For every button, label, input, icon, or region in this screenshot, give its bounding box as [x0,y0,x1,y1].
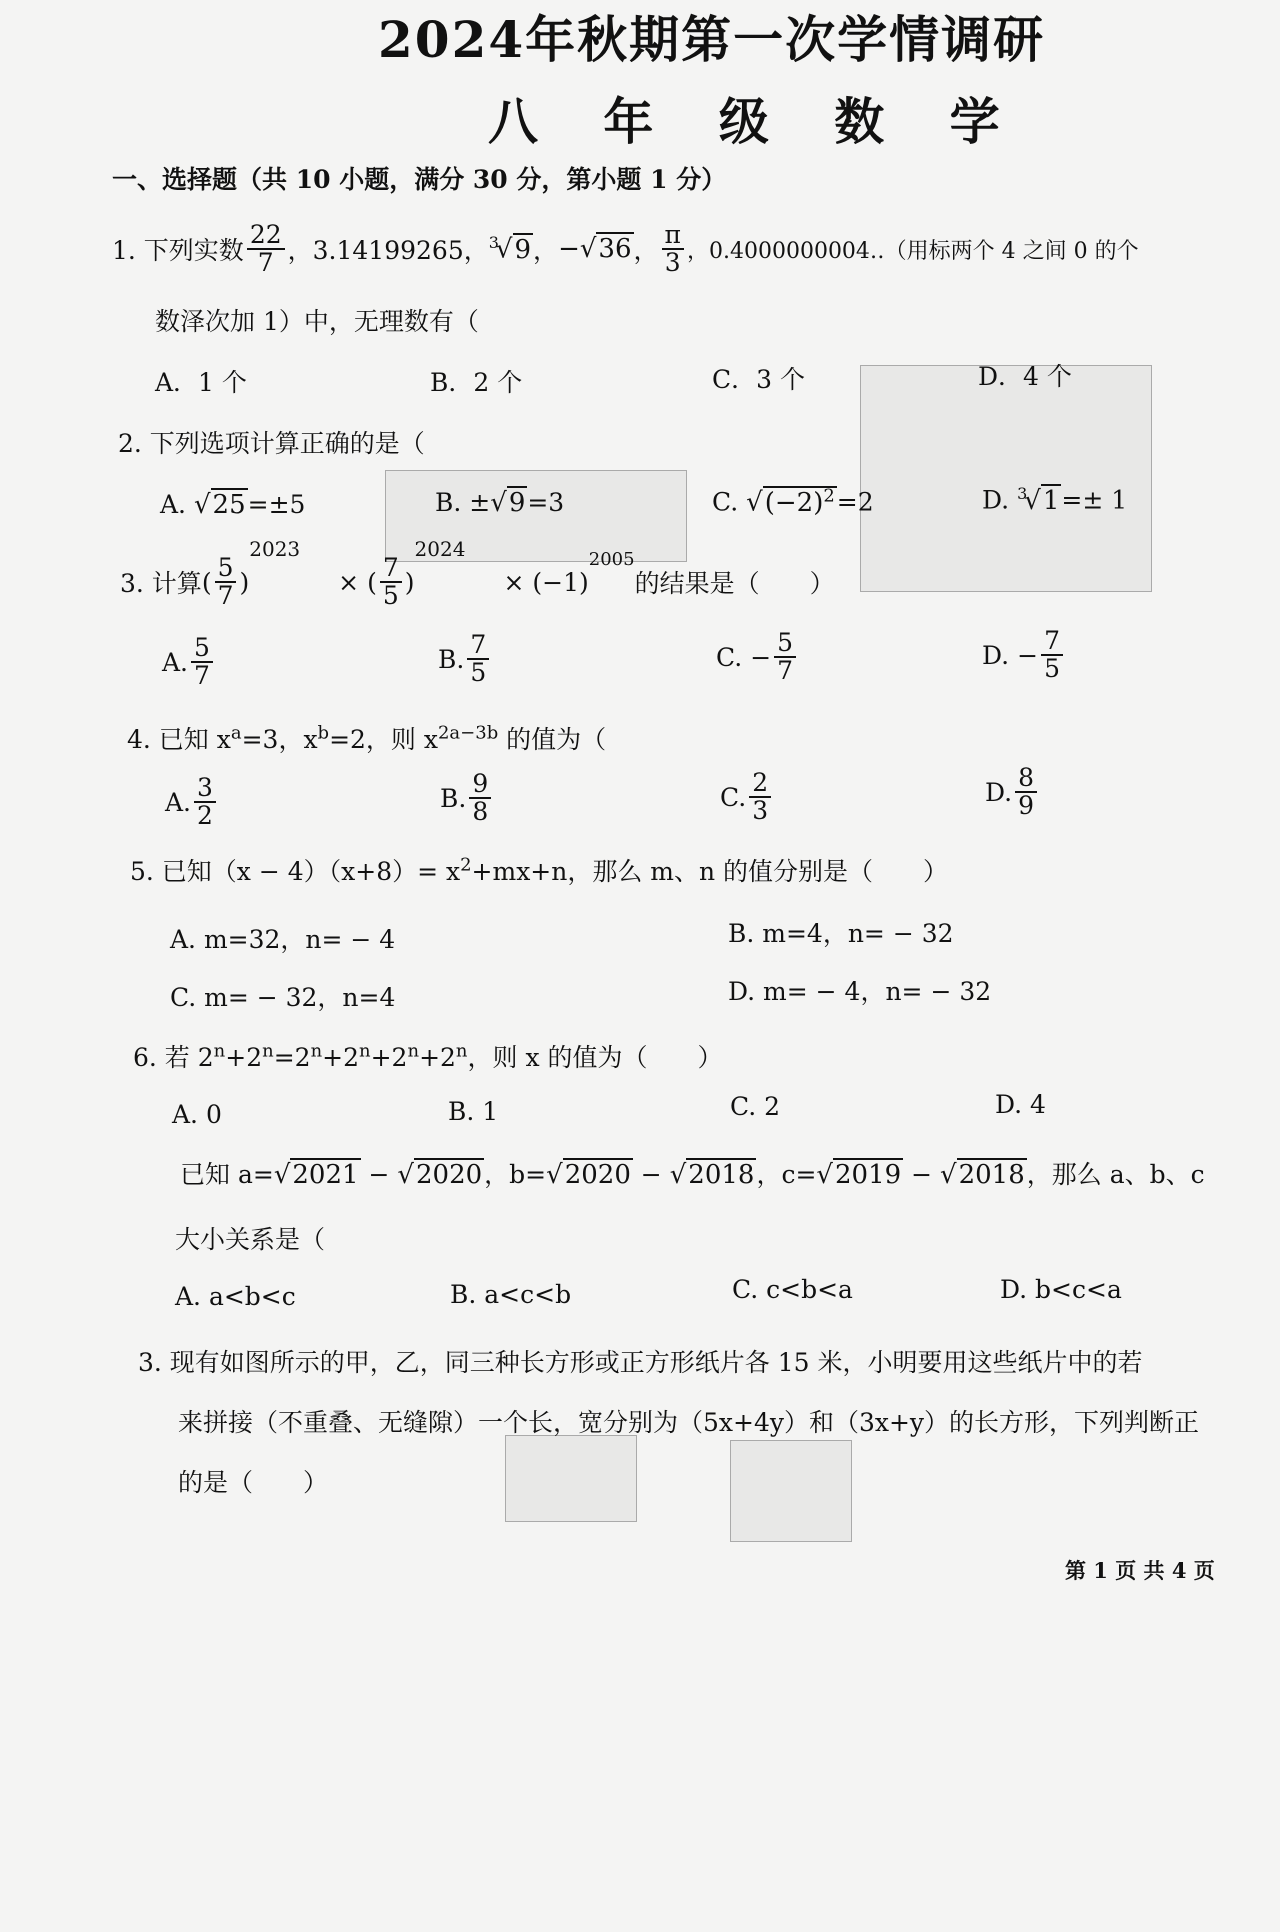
q3-lparen1: ( [201,567,212,597]
q3-option-a[interactable] [162,635,216,690]
q6-e6: n [455,1040,468,1062]
q4-exp-c: 2a−3b [437,722,499,744]
q6-e2: n [262,1040,274,1062]
q1-tail: ，0.4000000004‥（用标两个 4 之间 0 的个 [686,238,1139,264]
q7-sqrt-2: √2020 [397,1160,483,1190]
q2-d-radicand: 1 [1042,485,1060,516]
question-1-line2: 数泽次加 1）中，无理数有（ [155,307,479,336]
q2-b-label: B. [435,488,462,517]
q3-times2: × [503,567,525,597]
q1-fraction-22-7 [247,222,285,277]
q4-stem-d: 的值为（ [498,725,607,754]
section-heading: 一、选择题（共 10 小题，满分 30 分，第小题 1 分） [112,165,727,194]
q2-option-d[interactable] [982,484,1127,516]
question-8-line1: 3. 现有如图所示的甲，乙，同三种长方形或正方形纸片各 15 米，小明要用这些纸片中的若 [138,1348,1143,1377]
q6-stem-b: +2 [225,1043,263,1072]
q4-option-d[interactable] [985,765,1040,820]
q6-option-b[interactable]: B. 1 [448,1097,499,1126]
q1-sep1: ，3.14199265， [287,236,489,266]
q1-cbrt-radicand: 9 [514,235,532,266]
q4-d-den: 9 [1018,791,1035,821]
q3-option-c[interactable] [716,630,799,685]
q1-fraction-pi-3 [662,222,684,277]
q3-option-b[interactable] [438,632,492,687]
q3-d-fraction [1041,628,1063,683]
q2-option-c[interactable] [712,485,874,518]
q7-c-pre: ，c= [756,1160,817,1189]
q1-neg-sqrt: −√36 [558,234,632,265]
q4-option-c[interactable] [720,770,774,825]
q4-stem-b: =3，x [241,725,318,754]
q3-fraction-7-5 [380,555,402,610]
q6-stem-d: +2 [322,1043,360,1072]
q7-sqrt-4: √2018 [669,1160,755,1190]
q3-a-den: 7 [194,661,210,691]
q6-option-a[interactable]: A. 0 [172,1100,222,1129]
q4-a-num: 3 [194,775,216,803]
q3-d-sign: − [1017,640,1039,670]
q3-b-den: 5 [470,658,487,688]
q2-d-index: 3 [1017,484,1028,503]
q1-f2-den: 3 [664,248,681,278]
q7-sqrt-1: √2021 [273,1160,359,1190]
q6-stem-g: ，则 x 的值为（ ） [467,1043,723,1072]
q2-a-sqrt: √25 [193,490,246,520]
q1-option-a[interactable]: A．1 个 [155,368,247,397]
q5-option-c[interactable]: C. m= − 32，n=4 [170,983,396,1012]
q4-d-label: D. [985,777,1013,807]
question-1-line1 [112,222,1139,277]
q7-option-b[interactable]: B. a<c<b [450,1280,572,1309]
q6-e4: n [359,1040,371,1062]
q7-minus1: − [360,1160,398,1189]
q4-b-num: 9 [469,771,491,799]
bleed-through-diagram-bottom [505,1435,637,1522]
q7-a-pre: 已知 a= [180,1160,274,1189]
q2-c-rest: =2 [836,487,874,517]
q5-option-a[interactable]: A. m=32，n= − 4 [170,925,396,954]
q4-option-b[interactable] [440,771,494,826]
q4-exp-a: a [230,722,242,744]
question-7-line2: 大小关系是（ [175,1225,326,1254]
q4-a-den: 2 [197,801,213,831]
q2-option-b[interactable] [435,488,564,518]
q3-c-label: C. [716,642,743,672]
q3-d-num: 7 [1041,628,1063,656]
q6-stem-e: +2 [370,1043,408,1072]
q6-e3: n [310,1040,323,1062]
q2-d-cbrt: $^3$√1 [1017,484,1060,516]
q3-lparen2: ( [367,567,377,597]
q3-c-sign: − [750,642,772,672]
q2-c-exp: 2 [823,485,835,506]
page-subtitle: 八 年 级 数 学 [488,92,1024,151]
q4-b-den: 8 [472,797,489,827]
q4-c-fraction [749,770,771,825]
q7-option-d[interactable]: D. b<c<a [1000,1275,1122,1304]
bleed-through-diagram-bottom2 [730,1440,852,1542]
q2-a-radicand: 25 [212,490,246,520]
q1-f1-num: 22 [247,222,285,250]
q1-cube-root: $^3$√9 [488,233,532,266]
q6-option-d[interactable]: D. 4 [995,1090,1046,1119]
q7-r2: 2020 [415,1160,483,1190]
q3-fraction-5-7 [215,555,237,610]
q5-option-d[interactable]: D. m= − 4，n= − 32 [728,977,992,1006]
q3-c-den: 7 [777,656,794,686]
q7-r4: 2018 [688,1160,755,1190]
question-6-stem [133,1038,723,1074]
q7-option-c[interactable]: C. c<b<a [732,1275,853,1304]
q3-b-label: B. [438,644,465,674]
q4-stem-a: 4. 已知 x [127,725,231,754]
q7-r6: 2018 [958,1160,1025,1190]
q6-stem-f: +2 [419,1043,456,1072]
q3-a-label: A. [162,647,189,677]
q4-a-label: A. [165,787,192,817]
q1-option-d[interactable]: D．4 个 [978,362,1072,391]
q4-b-fraction [469,771,491,826]
question-7-line1 [180,1155,1205,1191]
q3-d-label: D. [982,640,1010,670]
q2-b-sqrt: √9 [490,488,526,518]
q5-option-b[interactable]: B. m=4，n= − 32 [728,919,954,948]
q4-a-fraction [194,775,216,830]
q1-sep2: ， [533,236,559,266]
q3-b-num: 7 [467,632,489,660]
q3-exp1: 2023 [249,537,301,561]
q6-option-c[interactable]: C. 2 [730,1092,781,1121]
q3-times1: × [338,567,360,597]
q2-b-pre: ± [469,488,491,517]
q7-sqrt-5: √2019 [816,1160,902,1190]
q3-b-fraction [467,632,489,687]
q1-option-b[interactable]: B．2 个 [430,368,523,397]
q4-d-fraction [1015,765,1037,820]
q1-neg-sqrt-radicand: 36 [598,234,632,265]
q2-c-sqrt: $√(-2)^2$ [746,485,835,518]
page-footer: 第 1 页 共 4 页 [1065,1558,1215,1583]
q3-c-num: 5 [774,630,796,658]
q3-option-d[interactable] [982,628,1066,683]
q7-r3: 2020 [564,1160,631,1190]
q3-num: 3. 计算 [120,569,202,599]
q3-neg1: (−1) [532,567,589,597]
q1-sep3: ， [633,236,659,266]
question-5-stem [130,852,948,888]
q7-sqrt-3: √2020 [546,1160,631,1190]
q1-f1-den: 7 [257,248,274,278]
question-2-stem: 2. 下列选项计算正确的是（ [118,429,425,458]
q2-d-rest: =± 1 [1061,485,1128,515]
q1-cbrt-index: 3 [488,233,499,253]
question-8-line3: 的是（ ） [178,1468,329,1497]
q3-f2-num: 7 [380,555,402,583]
q3-rparen1: ) [239,567,250,597]
q4-c-num: 2 [749,770,771,798]
q1-option-c[interactable]: C．3 个 [712,365,805,394]
q3-f1-num: 5 [215,555,237,583]
q3-tail: 的结果是（ ） [634,569,835,599]
q7-tail: ，那么 a、b、c [1026,1160,1205,1189]
q4-option-a[interactable] [165,775,219,830]
q7-option-a[interactable]: A. a<b<c [175,1282,296,1311]
q7-minus2: − [632,1160,670,1189]
q6-stem-a: 6. 若 2 [133,1043,214,1072]
q2-c-label: C. [712,487,739,517]
q1-prefix: 1. 下列实数 [112,236,244,266]
q2-a-rest: =±5 [247,490,306,519]
q4-d-num: 8 [1015,765,1037,793]
q7-sqrt-6: √2018 [940,1160,1025,1190]
question-3-stem [120,537,835,611]
q4-stem-c: =2，则 x [329,725,438,754]
q2-a-label: A. [160,490,187,519]
q4-c-label: C. [720,782,747,812]
q5-exp: 2 [460,854,472,876]
q3-d-den: 5 [1044,654,1060,684]
q6-stem-c: =2 [273,1043,311,1072]
page-title: 2024年秋期第一次学情调研 [378,10,1046,69]
q7-r1: 2021 [292,1160,359,1190]
q3-a-num: 5 [191,635,213,663]
q4-b-label: B. [440,783,467,813]
q3-exp3: 2005 [588,549,635,570]
q3-rparen2: ) [404,567,415,597]
q3-f2-den: 5 [382,581,399,611]
question-8-line2: 来拼接（不重叠、无缝隙）一个长，宽分别为（5x+4y）和（3x+y）的长方形，下列判断正 [178,1408,1200,1437]
q3-exp2: 2024 [414,537,466,561]
bleed-through-diagram-right [860,365,1152,592]
q4-exp-b: b [317,722,330,744]
q2-b-radicand: 9 [508,488,526,518]
q7-minus3: − [903,1160,940,1189]
q2-option-a[interactable] [160,490,305,520]
q2-b-rest: =3 [527,488,565,517]
q2-c-radicand: (−2) [764,487,824,518]
q2-c-radicand-wrap [763,486,837,518]
q7-b-pre: ，b= [484,1160,547,1189]
q7-r5: 2019 [834,1160,902,1190]
q5-stem-b: +mx+n，那么 m、n 的值分别是（ ） [471,857,949,886]
q3-a-fraction [191,635,213,690]
q3-c-fraction [774,630,796,685]
q3-f1-den: 7 [217,581,234,611]
question-4-stem [127,720,606,756]
q6-e5: n [407,1040,420,1062]
q5-stem-a: 5. 已知（x − 4）（x+8）= x [130,857,461,886]
q1-f2-num: π [662,222,684,250]
q2-d-label: D. [982,485,1010,515]
q6-e1: n [213,1040,226,1062]
q4-c-den: 3 [752,796,769,826]
